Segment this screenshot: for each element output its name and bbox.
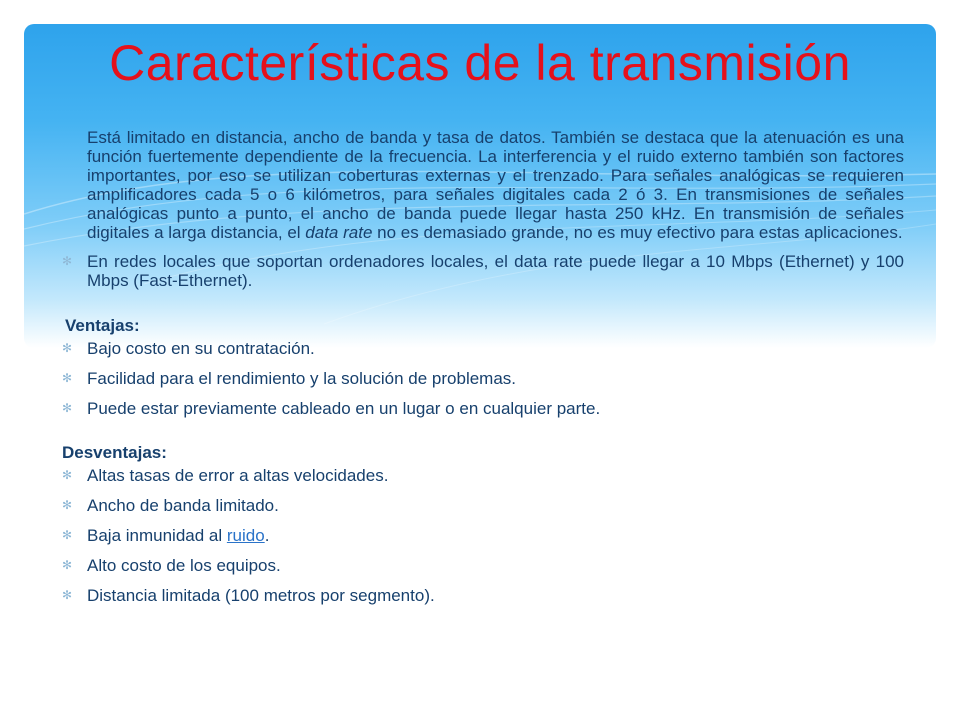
desventaja-text: Distancia limitada (100 metros por segmento). [87,586,435,605]
list-item [62,496,904,515]
bullet-star-icon: ✻ [62,401,73,415]
list-item [62,586,904,605]
list-item [62,526,904,545]
list-item [62,369,904,388]
bullet-star-icon: ✻ [62,528,73,542]
ruido-link[interactable]: ruido [226,526,265,545]
bullet-star-icon: ✻ [62,498,73,512]
intro-text-end: no es demasiado grande, no es muy efectivo para estas aplicaciones. [372,223,903,242]
intro-text-start: Está limitado en distancia, ancho de banda y tasa de datos. También se destaca que la atenuación es una función fuertemente dependiente de la frecuencia. La interferencia y el ruido externo también son factores importantes, por eso se utilizan coberturas externas y el trenzado. Para señales analógicas se requieren amplificadores cada 5 o 6 kilómetros, para señales digitales cada 2 ó 3. En transmisiones de señales analógicas punto a punto, el ancho de banda puede llegar hasta 250 kHz. En transmisión de señales digitales a larga distancia, el [87,128,904,242]
ventaja-text: Puede estar previamente cableado en un lugar o en cualquier parte. [87,399,601,418]
desventaja-text-end: . [264,526,270,545]
lead-bullet [62,252,904,290]
desventajas-heading: Desventajas: [62,443,167,462]
bullet-star-icon: ✻ [62,254,73,268]
ventajas-list [62,339,904,418]
ventajas-heading: Ventajas: [65,316,140,335]
bullet-star-icon: ✻ [62,468,73,482]
list-item [62,466,904,485]
bullet-star-icon: ✻ [62,588,73,602]
slide-content [62,128,904,605]
desventaja-text: Alto costo de los equipos. [87,556,281,575]
desventaja-text: Altas tasas de error a altas velocidades. [87,466,389,485]
bullet-star-icon: ✻ [62,341,73,355]
lead-bullet-text: En redes locales que soportan ordenadores locales, el data rate puede llegar a 10 Mbps (Ethernet) y 100 Mbps (Fast-Ethernet). [87,252,904,290]
desventaja-text: Ancho de banda limitado. [87,496,279,515]
slide-title: Características de la transmisión [109,35,851,91]
bullet-star-icon: ✻ [62,371,73,385]
list-item [62,339,904,358]
list-item [62,399,904,418]
list-item [62,556,904,575]
desventajas-list [62,466,904,605]
intro-paragraph [62,128,904,242]
bullet-star-icon: ✻ [62,558,73,572]
ventaja-text: Bajo costo en su contratación. [87,339,315,358]
desventaja-text-start: Baja inmunidad al [87,526,227,545]
ventaja-text: Facilidad para el rendimiento y la solución de problemas. [87,369,517,388]
intro-emphasis: data rate [305,223,373,242]
